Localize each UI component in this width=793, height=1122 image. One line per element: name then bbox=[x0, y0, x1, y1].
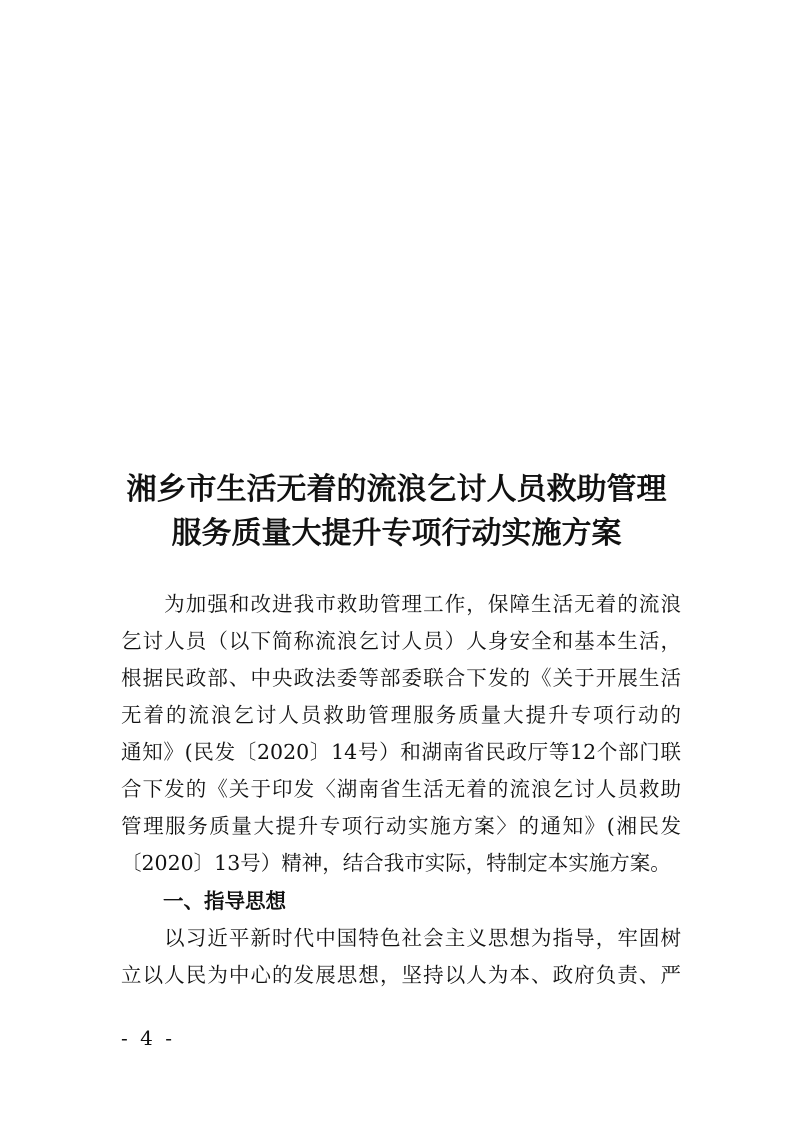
document-title-line-1: 湘乡市生活无着的流浪乞讨人员救助管理 bbox=[126, 472, 667, 507]
intro-paragraph-line: 〔2020〕13号）精神，结合我市实际，特制定本实施方案。 bbox=[121, 851, 671, 875]
page-number: - 4 - bbox=[121, 1026, 175, 1050]
section-paragraph-line: 立以人民为中心的发展思想，坚持以人为本、政府负责、严 bbox=[121, 963, 681, 987]
intro-paragraph-line: 为加强和改进我市救助管理工作，保障生活无着的流浪 bbox=[121, 592, 681, 616]
intro-paragraph-line: 合下发的《关于印发〈湖南省生活无着的流浪乞讨人员救助 bbox=[121, 777, 681, 801]
intro-paragraph-line: 管理服务质量大提升专项行动实施方案〉的通知》(湘民发 bbox=[121, 814, 681, 838]
section-heading: 一、指导思想 bbox=[163, 889, 286, 913]
intro-paragraph-line: 无着的流浪乞讨人员救助管理服务质量大提升专项行动的 bbox=[121, 703, 681, 727]
intro-paragraph-line: 通知》(民发〔2020〕14号）和湖南省民政厅等12个部门联 bbox=[121, 740, 681, 764]
intro-paragraph-line: 乞讨人员（以下简称流浪乞讨人员）人身安全和基本生活， bbox=[121, 629, 681, 653]
section-paragraph-line: 以习近平新时代中国特色社会主义思想为指导，牢固树 bbox=[121, 926, 681, 950]
intro-paragraph-line: 根据民政部、中央政法委等部委联合下发的《关于开展生活 bbox=[121, 666, 681, 690]
document-title-line-2: 服务质量大提升专项行动实施方案 bbox=[171, 516, 622, 551]
